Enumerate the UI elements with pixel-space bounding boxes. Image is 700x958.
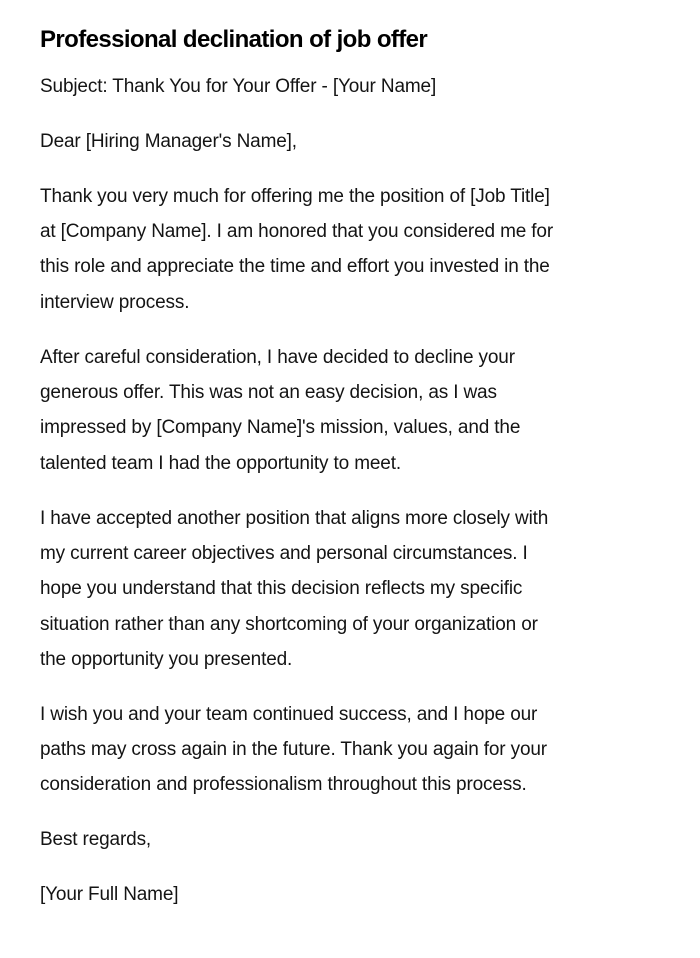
closing: Best regards, — [40, 829, 152, 850]
paragraph-line: situation rather than any shortcoming of your organization or — [40, 613, 538, 635]
paragraph-reason — [40, 501, 548, 677]
paragraph-line: interview process. — [40, 291, 190, 313]
subject-line: Subject: Thank You for Your Offer - [Your Name] — [40, 76, 437, 97]
paragraph-line: generous offer. This was not an easy decision, as I was — [40, 382, 497, 404]
salutation: Dear [Hiring Manager's Name], — [40, 131, 297, 152]
paragraph-line: talented team I had the opportunity to meet. — [40, 452, 401, 474]
paragraph-line: Thank you very much for offering me the position of [Job Title] — [40, 186, 550, 207]
paragraph-line: hope you understand that this decision reflects my specific — [40, 578, 523, 600]
paragraph-thanks — [40, 179, 553, 320]
document-title: Professional declination of job offer — [40, 26, 428, 53]
paragraph-wishes — [40, 697, 547, 803]
paragraph-decision — [40, 340, 520, 481]
paragraph-line: the opportunity you presented. — [40, 648, 293, 670]
signature: [Your Full Name] — [40, 884, 179, 905]
paragraph-line: I wish you and your team continued success, and I hope our — [40, 704, 538, 725]
paragraph-line: consideration and professionalism throughout this process. — [40, 774, 527, 796]
paragraph-line: paths may cross again in the future. Thank you again for your — [40, 739, 547, 761]
paragraph-line: I have accepted another position that aligns more closely with — [40, 508, 549, 529]
paragraph-line: After careful consideration, I have decided to decline your — [40, 347, 515, 368]
paragraph-line: my current career objectives and personal circumstances. I — [40, 543, 528, 565]
paragraph-line: impressed by [Company Name]'s mission, values, and the — [40, 417, 521, 439]
paragraph-line: this role and appreciate the time and effort you invested in the — [40, 256, 550, 278]
paragraph-line: at [Company Name]. I am honored that you considered me for — [40, 221, 554, 243]
